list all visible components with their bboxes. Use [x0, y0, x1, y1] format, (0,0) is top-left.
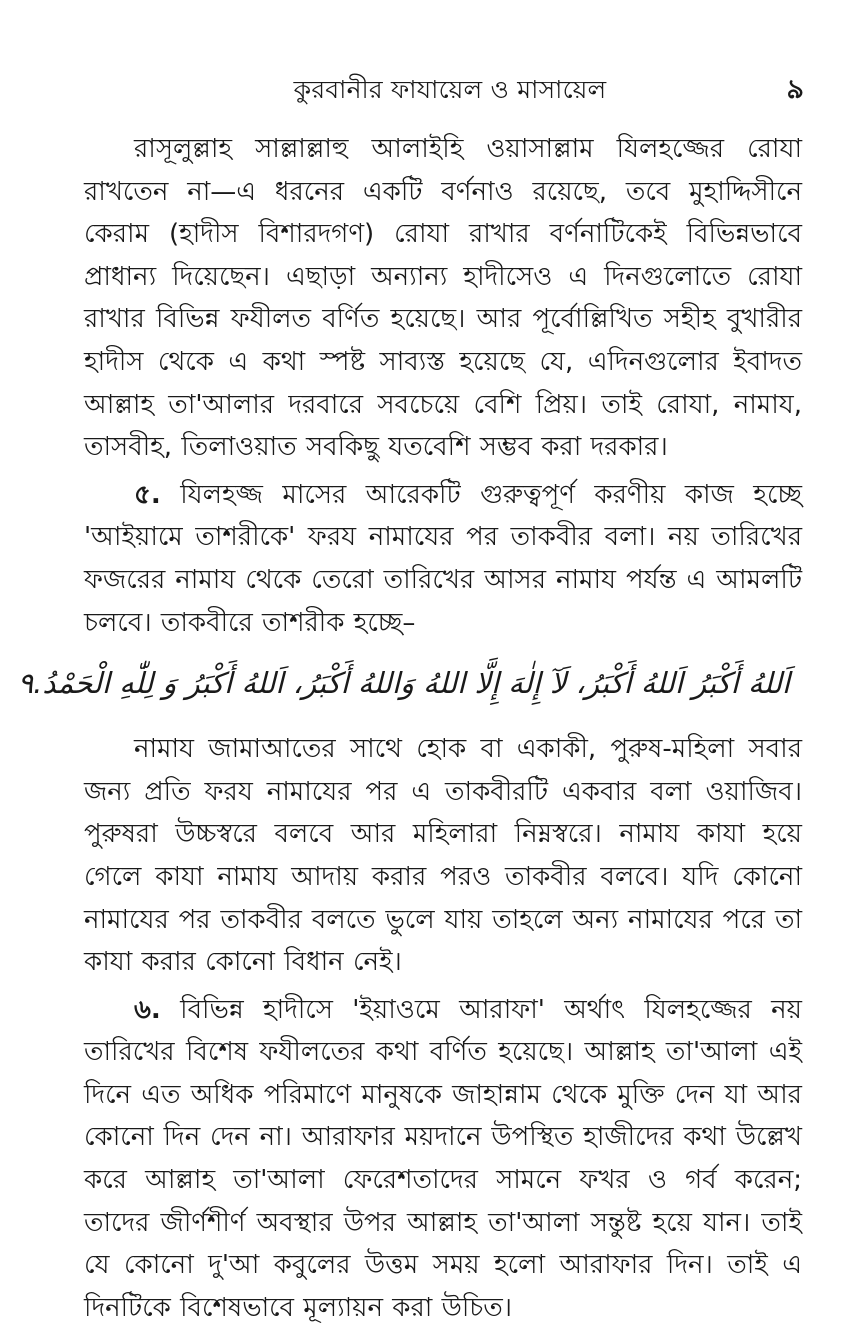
paragraph-tashreeq-text: যিলহজ্জ মাসের আরেকটি গুরুত্বপূর্ণ করণীয় কাজ হচ্ছে 'আইয়ামে তাশরীকে' ফরয নামাযের পর তাকবীর বলা। নয় তারিখের ফজরের নামায থেকে তেরো তারিখের আসর নামায পর্যন্ত এ আমলটি চলবে। তাকবীরে তাশরীক হচ্ছে–	[84, 479, 803, 638]
paragraph-takbir-rules: নামায জামাআতের সাথে হোক বা একাকী, পুরুষ-মহিলা সবার জন্য প্রতি ফরয নামাযের পর এ তাকবীরটি একবার বলা ওয়াজিব। পুরুষরা উচ্চস্বরে বলবে আর মহিলারা নিম্নস্বরে। নামায কাযা হয়ে গেলে কাযা নামায আদায় করার পরও তাকবীর বলবে। যদি কোনো নামাযের পর তাকবীর বলতে ভুলে যায় তাহলে অন্য নামাযের পরে তা কাযা করার কোনো বিধান নেই।	[84, 734, 802, 978]
paragraph-roza: রাসূলুল্লাহ সাল্লাল্লাহু আলাইহি ওয়াসাল্লাম যিলহজ্জের রোযা রাখতেন না—এ ধরনের একটি বর্ণনাও রয়েছে, তবে মুহাদ্দিসীনে কেরাম (হাদীস বিশারদগণ) রোযা রাখার বর্ণনাটিকেই বিভিন্নভাবে প্রাধান্য দিয়েছেন। এছাড়া অন্যান্য হাদীসেও এ দিনগুলোতে রোযা রাখার বিভিন্ন ফযীলত বর্ণিত হয়েছে। আর পূর্বোল্লিখিত সহীহ বুখারীর হাদীস থেকে এ কথা স্পষ্ট সাব্যস্ত হয়েছে যে, এদিনগুলোর ইবাদত আল্লাহ তা'আলার দরবারে সবচেয়ে বেশি প্রিয়। তাই রোযা, নামায, তাসবীহ, তিলাওয়াত সবকিছু যতবেশি সম্ভব করা দরকার।	[84, 134, 802, 463]
page-number: ৯	[786, 74, 804, 105]
page-header	[90, 72, 810, 112]
paragraph-tashreeq	[84, 474, 802, 644]
paragraph-arafa	[84, 989, 802, 1329]
running-title: কুরবানীর ফাযায়েল ও মাসায়েল	[293, 75, 607, 104]
paragraph-arafa-text: বিভিন্ন হাদীসে 'ইয়াওমে আরাফা' অর্থাৎ যিলহজ্জের নয় তারিখের বিশেষ ফযীলতের কথা বর্ণিত হয়েছে। আল্লাহ তা'আলা এই দিনে এত অধিক পরিমাণে মানুষকে জাহান্নাম থেকে মুক্তি দেন যা আর কোনো দিন দেন না। আরাফার ময়দানে উপস্থিত হাজীদের কথা উল্লেখ করে আল্লাহ তা'আলা ফেরেশতাদের সামনে ফখর ও গর্ব করেন; তাদের জীর্ণশীর্ণ অবস্থার উপর আল্লাহ তা'আলা সন্তুষ্ট হয়ে যান। তাই যে কোনো দু'আ কবুলের উত্তম সময় হলো আরাফার দিন। তাই এ দিনটিকে বিশেষভাবে মূল্যায়ন করা উচিত।	[84, 994, 803, 1323]
body-text	[17, 128, 803, 1329]
takbir-block	[17, 649, 802, 723]
takbir-arabic-text: اَللهُ أَكْبَرُ اَللهُ أَكْبَرُ، لَآ إِلٰهَ إِلَّا اللهُ وَاللهُ أَكْبَرُ، اَللهُ أَكْبَرُ وَ لِلّٰهِ الْحَمْدُ.٩	[17, 666, 790, 701]
point-number-6: ৬.	[134, 994, 161, 1025]
point-number-5: ৫.	[134, 479, 161, 510]
